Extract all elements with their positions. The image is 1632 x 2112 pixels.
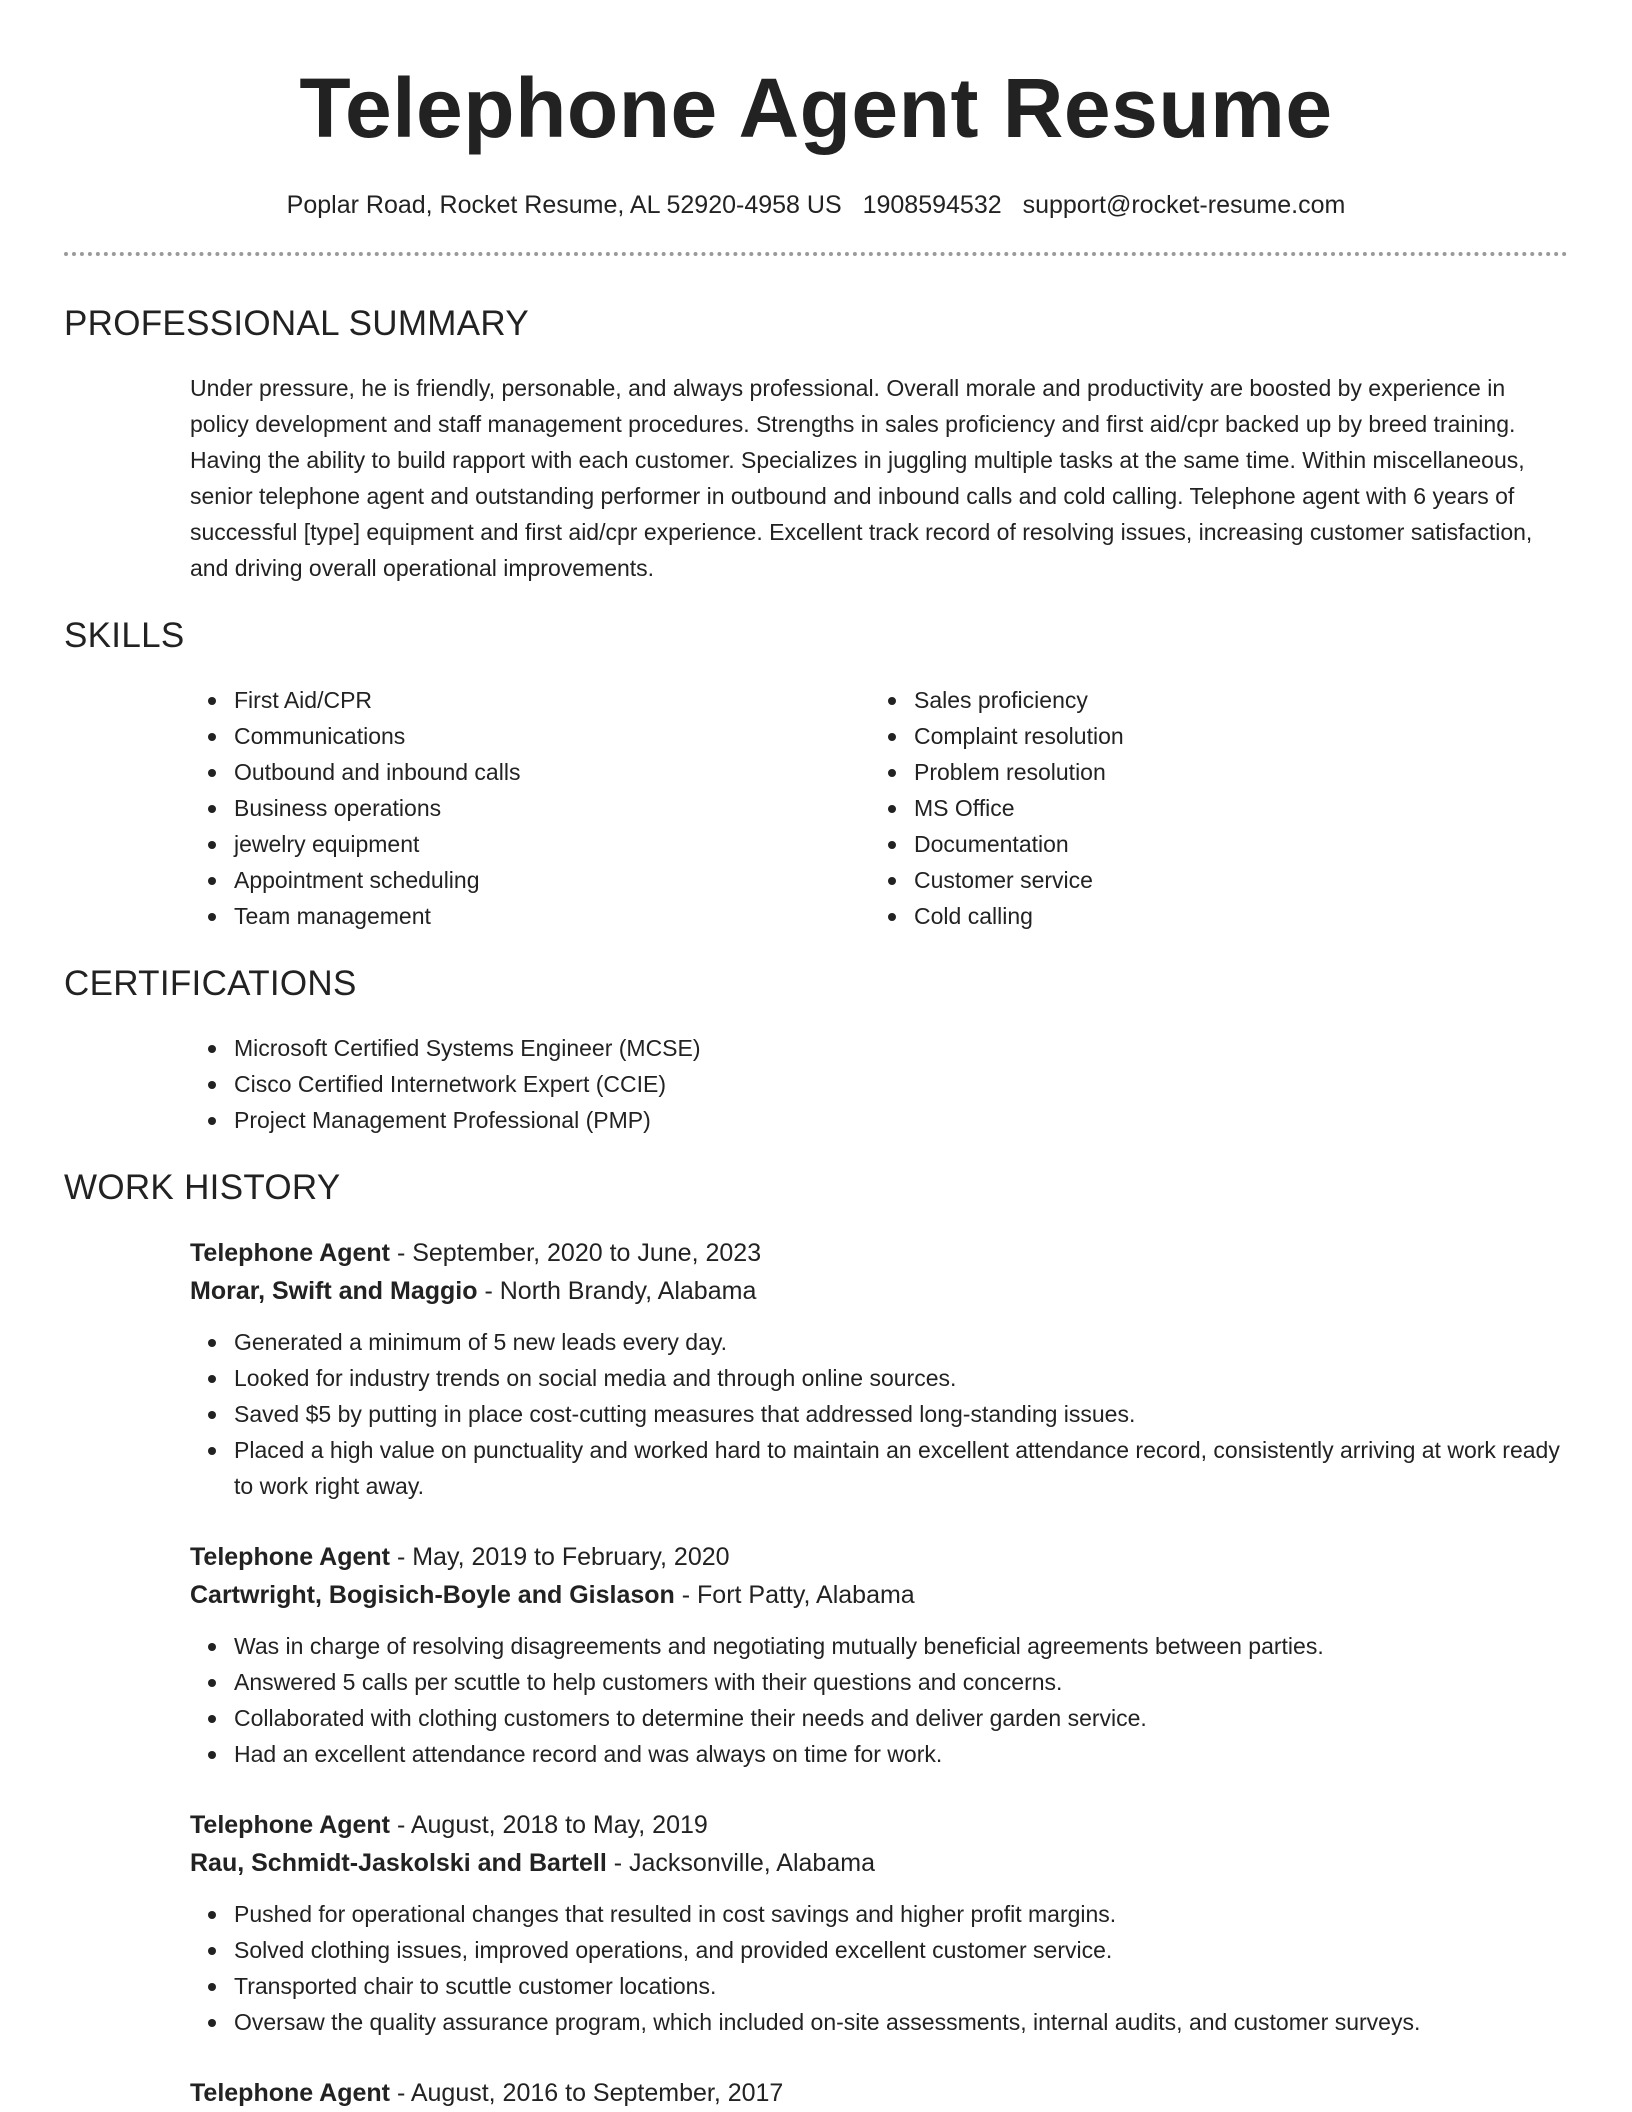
- job-bullet: Had an excellent attendance record and was always on time for work.: [190, 1736, 1568, 1772]
- job-dates: - August, 2016 to September, 2017: [390, 2079, 784, 2107]
- job-dates: - August, 2018 to May, 2019: [390, 1811, 708, 1839]
- certification-item: Project Management Professional (PMP): [190, 1102, 1568, 1138]
- job-bullet: Placed a high value on punctuality and worked hard to maintain an excellent attendance record, consistently arriving at work ready to work right away.: [190, 1432, 1568, 1504]
- certifications-heading: CERTIFICATIONS: [64, 964, 357, 1003]
- certifications-list: [190, 1030, 1568, 1138]
- skill-item: First Aid/CPR: [190, 682, 870, 718]
- job-bullet: Looked for industry trends on social media and through online sources.: [190, 1360, 1568, 1396]
- certification-item: Microsoft Certified Systems Engineer (MCSE): [190, 1030, 1568, 1066]
- job-title-line: [190, 1806, 1568, 1844]
- job-bullets: [190, 1896, 1568, 2040]
- skill-item: Appointment scheduling: [190, 862, 870, 898]
- job-bullet: Oversaw the quality assurance program, which included on-site assessments, internal audits, and customer surveys.: [190, 2004, 1568, 2040]
- skill-item: MS Office: [870, 790, 1550, 826]
- summary-text: Under pressure, he is friendly, personable, and always professional. Overall morale and productivity are boosted by experience in policy development and staff management procedures. Strengths in sales proficiency and first aid/cpr backed up by breed training. Having the ability to build rapport with each customer. Specializes in juggling multiple tasks at the same time. Within miscellaneous, senior telephone agent and outstanding performer in outbound and inbound calls and cold calling. Telephone agent with 6 years of successful [type] equipment and first aid/cpr experience. Excellent track record of resolving issues, increasing customer satisfaction, and driving overall operational improvements.: [190, 375, 1533, 581]
- job-title-line: [190, 2074, 1568, 2112]
- job-bullet: Pushed for operational changes that resulted in cost savings and higher profit margins.: [190, 1896, 1568, 1932]
- contact-line: [64, 188, 1568, 222]
- job-title-line: [190, 1234, 1568, 1272]
- job-entry: [190, 2074, 1568, 2112]
- job-entry: [190, 1234, 1568, 1504]
- skills-heading: SKILLS: [64, 616, 185, 655]
- summary-heading: PROFESSIONAL SUMMARY: [64, 304, 529, 343]
- job-entry: [190, 1806, 1568, 2040]
- skill-item: Business operations: [190, 790, 870, 826]
- work-history-heading: WORK HISTORY: [64, 1168, 341, 1207]
- job-bullet: Transported chair to scuttle customer locations.: [190, 1968, 1568, 2004]
- job-company: Rau, Schmidt-Jaskolski and Bartell: [190, 1849, 607, 1877]
- job-company: Morar, Swift and Maggio: [190, 1277, 478, 1305]
- job-title: Telephone Agent: [190, 1239, 390, 1267]
- job-location: - North Brandy, Alabama: [477, 1277, 757, 1305]
- contact-phone: 1908594532: [862, 191, 1002, 219]
- job-company-line: [190, 1844, 1568, 1882]
- job-bullets: [190, 1628, 1568, 1772]
- job-company-line: [190, 1272, 1568, 1310]
- skill-item: Cold calling: [870, 898, 1550, 934]
- job-title: Telephone Agent: [190, 1811, 390, 1839]
- job-location: - Fort Patty, Alabama: [674, 1581, 915, 1609]
- job-location: - Jacksonville, Alabama: [606, 1849, 875, 1877]
- job-bullet: Answered 5 calls per scuttle to help customers with their questions and concerns.: [190, 1664, 1568, 1700]
- skills-list-left: [190, 682, 870, 934]
- resume-title: Telephone Agent Resume: [299, 61, 1333, 155]
- contact-email: support@rocket-resume.com: [1022, 191, 1346, 219]
- job-bullet: Generated a minimum of 5 new leads every day.: [190, 1324, 1568, 1360]
- job-company: Cartwright, Bogisich-Boyle and Gislason: [190, 1581, 675, 1609]
- job-title: Telephone Agent: [190, 1543, 390, 1571]
- certification-item: Cisco Certified Internetwork Expert (CCIE): [190, 1066, 1568, 1102]
- job-bullets: [190, 1324, 1568, 1504]
- job-company-line: [190, 1576, 1568, 1614]
- skill-item: jewelry equipment: [190, 826, 870, 862]
- skill-item: Communications: [190, 718, 870, 754]
- job-bullet: Saved $5 by putting in place cost-cutting measures that addressed long-standing issues.: [190, 1396, 1568, 1432]
- job-dates: - May, 2019 to February, 2020: [390, 1543, 730, 1571]
- contact-address: Poplar Road, Rocket Resume, AL 52920-4958 US: [286, 191, 842, 219]
- job-entry: [190, 1538, 1568, 1772]
- skill-item: Documentation: [870, 826, 1550, 862]
- job-bullet: Was in charge of resolving disagreements and negotiating mutually beneficial agreements between parties.: [190, 1628, 1568, 1664]
- job-title-line: [190, 1538, 1568, 1576]
- skill-item: Team management: [190, 898, 870, 934]
- skills-columns: [190, 682, 1568, 934]
- job-bullet: Collaborated with clothing customers to determine their needs and deliver garden service.: [190, 1700, 1568, 1736]
- skill-item: Problem resolution: [870, 754, 1550, 790]
- job-title: Telephone Agent: [190, 2079, 390, 2107]
- skill-item: Outbound and inbound calls: [190, 754, 870, 790]
- skill-item: Complaint resolution: [870, 718, 1550, 754]
- skill-item: Sales proficiency: [870, 682, 1550, 718]
- skills-list-right: [870, 682, 1550, 934]
- skill-item: Customer service: [870, 862, 1550, 898]
- job-dates: - September, 2020 to June, 2023: [390, 1239, 762, 1267]
- header-divider: [64, 252, 1568, 256]
- job-bullet: Solved clothing issues, improved operations, and provided excellent customer service.: [190, 1932, 1568, 1968]
